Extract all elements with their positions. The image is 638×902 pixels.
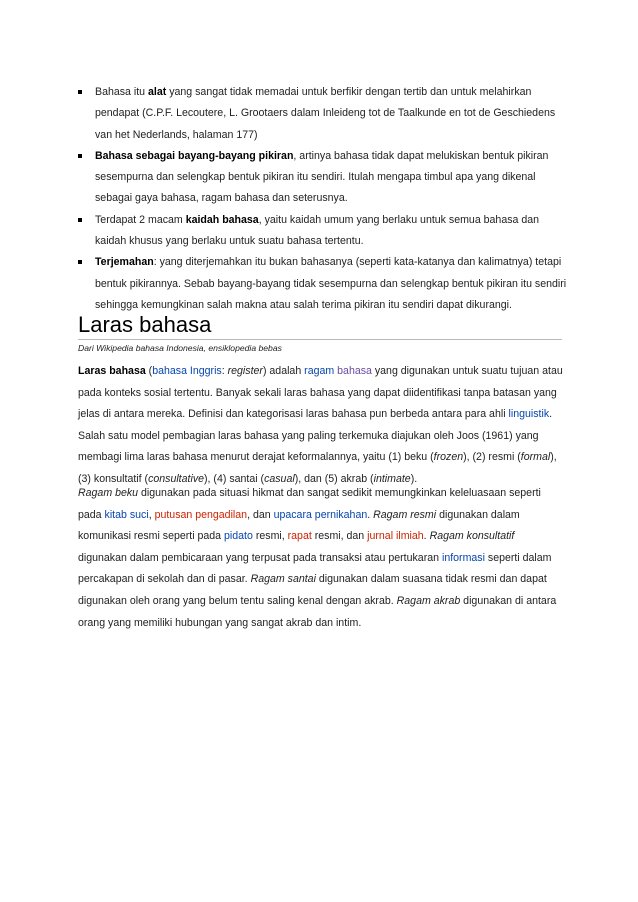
paragraph-ragam: Ragam beku digunakan pada situasi hikmat dan sangat sedikit memungkinkan keleluasaan seperti pada kitab suci, putusan pengadilan, dan upacara pernikahan. Ragam resmi digunakan dalam komunikasi resmi seperti pada pidato resmi, rapat resmi, dan jurnal ilmiah. Ragam konsultatif digunakan dalam pembicaraan yang terpusat pada transaksi atau pertukaran informasi seperti dalam percakapan di sekolah dan di pasar. Ragam santai digunakan dalam suasana tidak resmi dan dapat digunakan oleh orang yang belum tentu saling kenal dengan akrab. Ragam akrab digunakan di antara orang yang memiliki hubungan yang sangat akrab dan intim. — [78, 487, 557, 629]
bold-term: Bahasa sebagai bayang-bayang pikiran — [95, 149, 294, 162]
link-kitab-suci[interactable]: kitab suci — [104, 508, 149, 521]
link-rapat[interactable]: rapat — [287, 530, 312, 543]
bullet-list — [77, 82, 567, 316]
section-heading: Laras bahasa — [78, 312, 562, 340]
paragraph-intro: Laras bahasa (bahasa Inggris: register) adalah ragam bahasa yang digunakan untuk suatu tujuan atau pada konteks sosial tertentu. Banyak sekali laras bahasa yang dapat diidentifikasi tanpa batasan yang jelas di antara mereka. Definisi dan kategorisasi laras bahasa pun berbeda antara para ahli linguistik. Salah satu model pembagian laras bahasa yang paling terkemuka diajukan oleh Joos (1961) yang membagi lima laras bahasa menurut derajat keformalannya, yaitu (1) beku (frozen), (2) resmi (formal), (3) konsultatif (consultative), (4) santai (casual), dan (5) akrab (intimate). — [78, 365, 563, 485]
bold-term: Terjemahan — [95, 256, 154, 269]
link-bahasa-inggris[interactable]: bahasa Inggris — [152, 365, 222, 377]
link-upacara-pernikahan[interactable]: upacara pernikahan — [273, 508, 368, 521]
link-bahasa[interactable]: bahasa — [337, 365, 372, 377]
bold-term: alat — [148, 86, 167, 98]
link-jurnal-ilmiah[interactable]: jurnal ilmiah — [367, 530, 424, 543]
list-item: Bahasa itu alat yang sangat tidak memadai untuk berfikir dengan tertib dan untuk melahirkan pendapat (C.P.F. Lecoutere, L. Grootaers dalam Inleideng tot de Taalkunde en tot de Geschiedens van het Nederlands, halaman 177) — [77, 82, 567, 146]
list-item: Bahasa sebagai bayang-bayang pikiran, artinya bahasa tidak dapat melukiskan bentuk pikiran sesempurna dan selengkap bentuk pikiran itu sendiri. Itulah mengapa timbul apa yang dikenal sebagai gaya bahasa, ragam bahasa dan seterusnya. — [77, 146, 567, 210]
link-informasi[interactable]: informasi — [441, 551, 485, 564]
source-subtitle: Dari Wikipedia bahasa Indonesia, ensiklopedia bebas — [78, 343, 282, 353]
bullet-square-icon — [78, 154, 82, 158]
bullet-square-icon — [78, 90, 82, 94]
link-ragam[interactable]: ragam — [304, 365, 335, 377]
bullet-square-icon — [78, 260, 82, 264]
list-item: Terjemahan: yang diterjemahkan itu bukan bahasanya (seperti kata-katanya dan kalimatnya) tetapi bentuk pikirannya. Sebab bayang-bayang tidak sesempurna dan selengkap bentuk pikiran itu sendiri sehingga kemungkinan salah makna atau salah terima pikiran itu sendiri dapat dikurangi. — [77, 252, 567, 316]
link-putusan-pengadilan[interactable]: putusan pengadilan — [154, 508, 248, 521]
link-pidato[interactable]: pidato — [224, 530, 253, 543]
list-item: Terdapat 2 macam kaidah bahasa, yaitu kaidah umum yang berlaku untuk semua bahasa dan kaidah khusus yang berlaku untuk suatu bahasa tertentu. — [77, 210, 567, 253]
bullet-square-icon — [78, 218, 82, 222]
bold-term: kaidah bahasa — [185, 213, 259, 226]
link-linguistik[interactable]: linguistik — [508, 408, 550, 421]
bold-term: Laras bahasa — [78, 365, 146, 377]
